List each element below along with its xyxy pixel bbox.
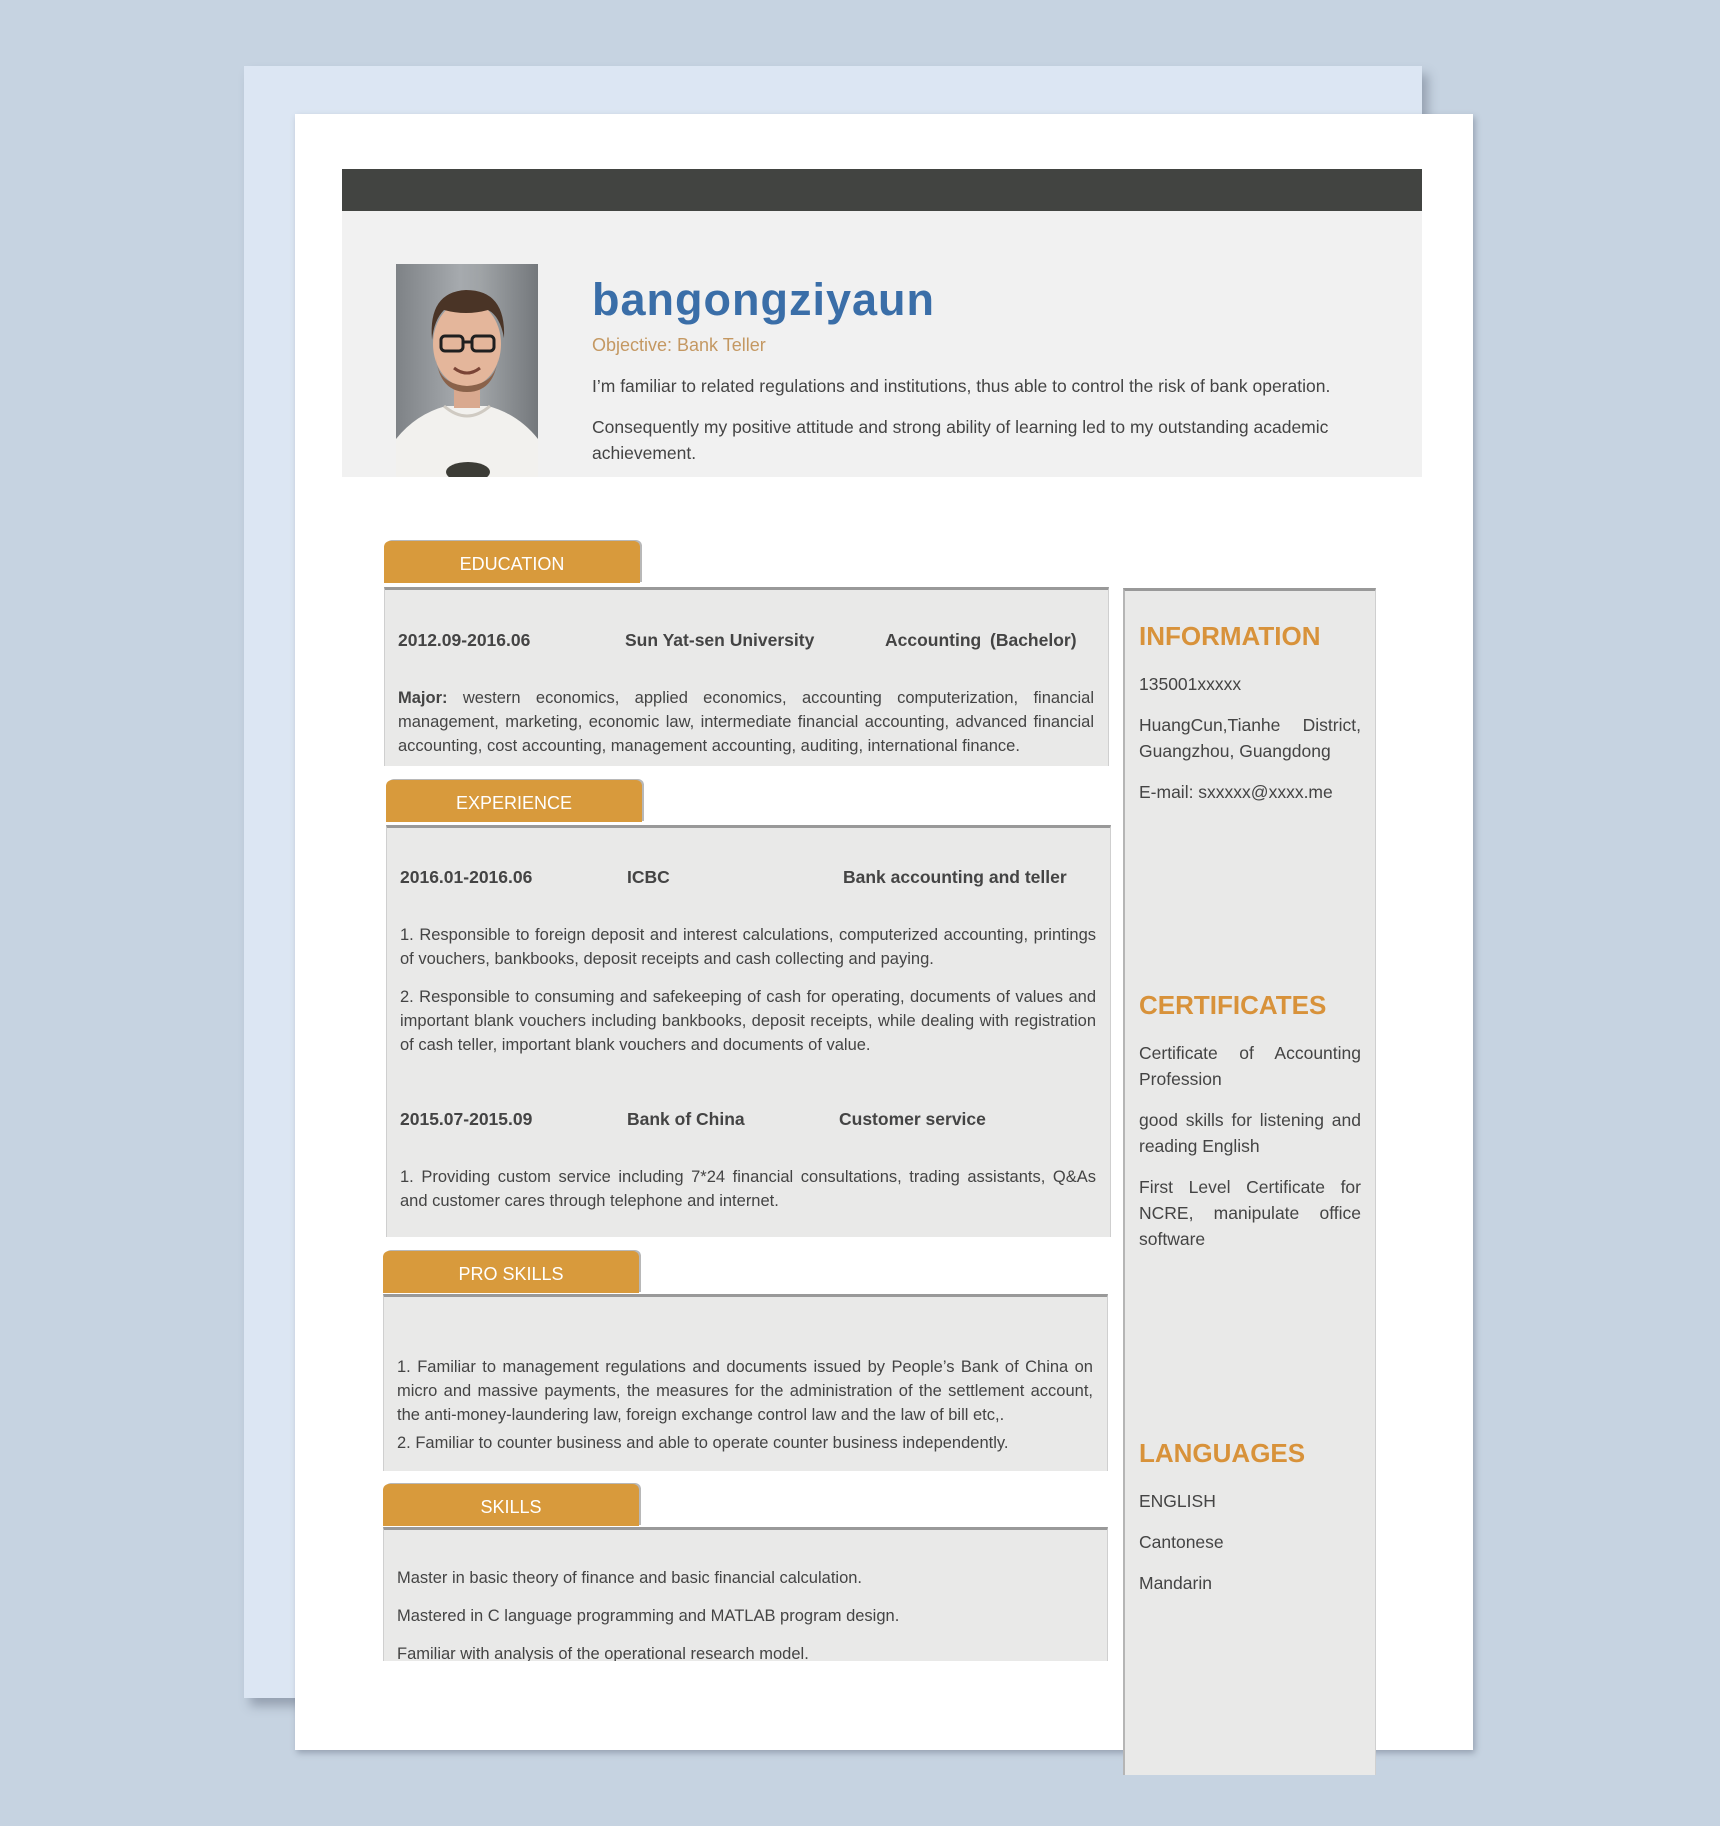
candidate-name: bangongziyaun (592, 274, 935, 325)
education-school: Sun Yat-sen University (625, 630, 815, 650)
job-period: 2016.01-2016.06 (400, 867, 533, 887)
education-degree: (Bachelor) (990, 630, 1077, 650)
experience-panel (386, 825, 1111, 1237)
language-item: ENGLISH (1139, 1491, 1216, 1511)
pro-skill-item: 2. Familiar to counter business and able to operate counter business independently. (397, 1434, 1009, 1452)
skill-item: Mastered in C language programming and MATLAB program design. (397, 1607, 900, 1625)
header-top-bar (342, 169, 1422, 211)
phone-number: 135001xxxxx (1139, 674, 1242, 694)
education-period: 2012.09-2016.06 (398, 630, 531, 650)
info-sidebar (1123, 588, 1376, 1775)
pro-skills-panel (383, 1294, 1108, 1471)
certificate-item: First Level Certificate for NCRE, manipulate office software (1139, 1177, 1361, 1249)
education-major-details (398, 686, 1094, 758)
major-label: Major: (398, 689, 448, 707)
job-role: Customer service (839, 1109, 986, 1129)
intro-paragraph: Consequently my positive attitude and strong ability of learning led to my outstanding academic achievement. (592, 417, 1329, 463)
information-heading: INFORMATION (1139, 621, 1321, 651)
certificate-item: good skills for listening and reading English (1139, 1110, 1361, 1156)
language-item: Mandarin (1139, 1573, 1212, 1593)
email: E-mail: sxxxxx@xxxx.me (1139, 782, 1333, 802)
language-item: Cantonese (1139, 1532, 1224, 1552)
address: HuangCun,Tianhe District, Guangzhou, Guangdong (1139, 715, 1361, 761)
skill-item: Master in basic theory of finance and basic financial calculation. (397, 1569, 863, 1587)
education-major: Accounting (885, 630, 982, 650)
person-portrait-icon (396, 264, 538, 477)
education-tab: EDUCATION (384, 541, 640, 583)
skill-item: Familiar with analysis of the operational research model. (397, 1645, 809, 1661)
job-company: ICBC (627, 867, 670, 887)
pro-skills-tab: PRO SKILLS (383, 1251, 639, 1293)
job-duty: 2. Responsible to consuming and safekeeping of cash for operating, documents of values and important blank vouchers including bankbooks, deposit receipts, while dealing with registration of cash teller, important blank vouchers and documents of value. (400, 988, 1096, 1054)
education-panel (384, 587, 1109, 766)
objective-text: Objective: Bank Teller (592, 335, 766, 355)
skills-panel (383, 1527, 1108, 1661)
job-role: Bank accounting and teller (843, 867, 1067, 887)
resume-page (295, 114, 1473, 1750)
major-courses: western economics, applied economics, accounting computerization, financial management, marketing, economic law, intermediate financial accounting, advanced financial accounting, cost accounting, management accounting, auditing, international finance. (398, 689, 1094, 755)
job-duty: 1. Responsible to foreign deposit and interest calculations, computerized accounting, printings of vouchers, bankbooks, deposit receipts and cash collecting and paying. (400, 926, 1096, 968)
languages-heading: LANGUAGES (1139, 1438, 1306, 1468)
pro-skill-item: 1. Familiar to management regulations and documents issued by People’s Bank of China on micro and massive payments, the measures for the administration of the settlement account, the anti-money-laundering law, foreign exchange control law and the law of bill etc,. (397, 1358, 1093, 1424)
certificates-heading: CERTIFICATES (1139, 990, 1327, 1020)
job-period: 2015.07-2015.09 (400, 1109, 533, 1129)
intro-paragraph: I’m familiar to related regulations and institutions, thus able to control the risk of bank operation. (592, 376, 1331, 396)
certificate-item: Certificate of Accounting Profession (1139, 1043, 1361, 1089)
job-company: Bank of China (627, 1109, 745, 1129)
job-duty: 1. Providing custom service including 7*24 financial consultations, trading assistants, Q&As and customer cares through telephone and internet. (400, 1168, 1096, 1210)
skills-tab: SKILLS (383, 1484, 639, 1526)
experience-tab: EXPERIENCE (386, 780, 642, 822)
profile-photo (396, 264, 538, 477)
